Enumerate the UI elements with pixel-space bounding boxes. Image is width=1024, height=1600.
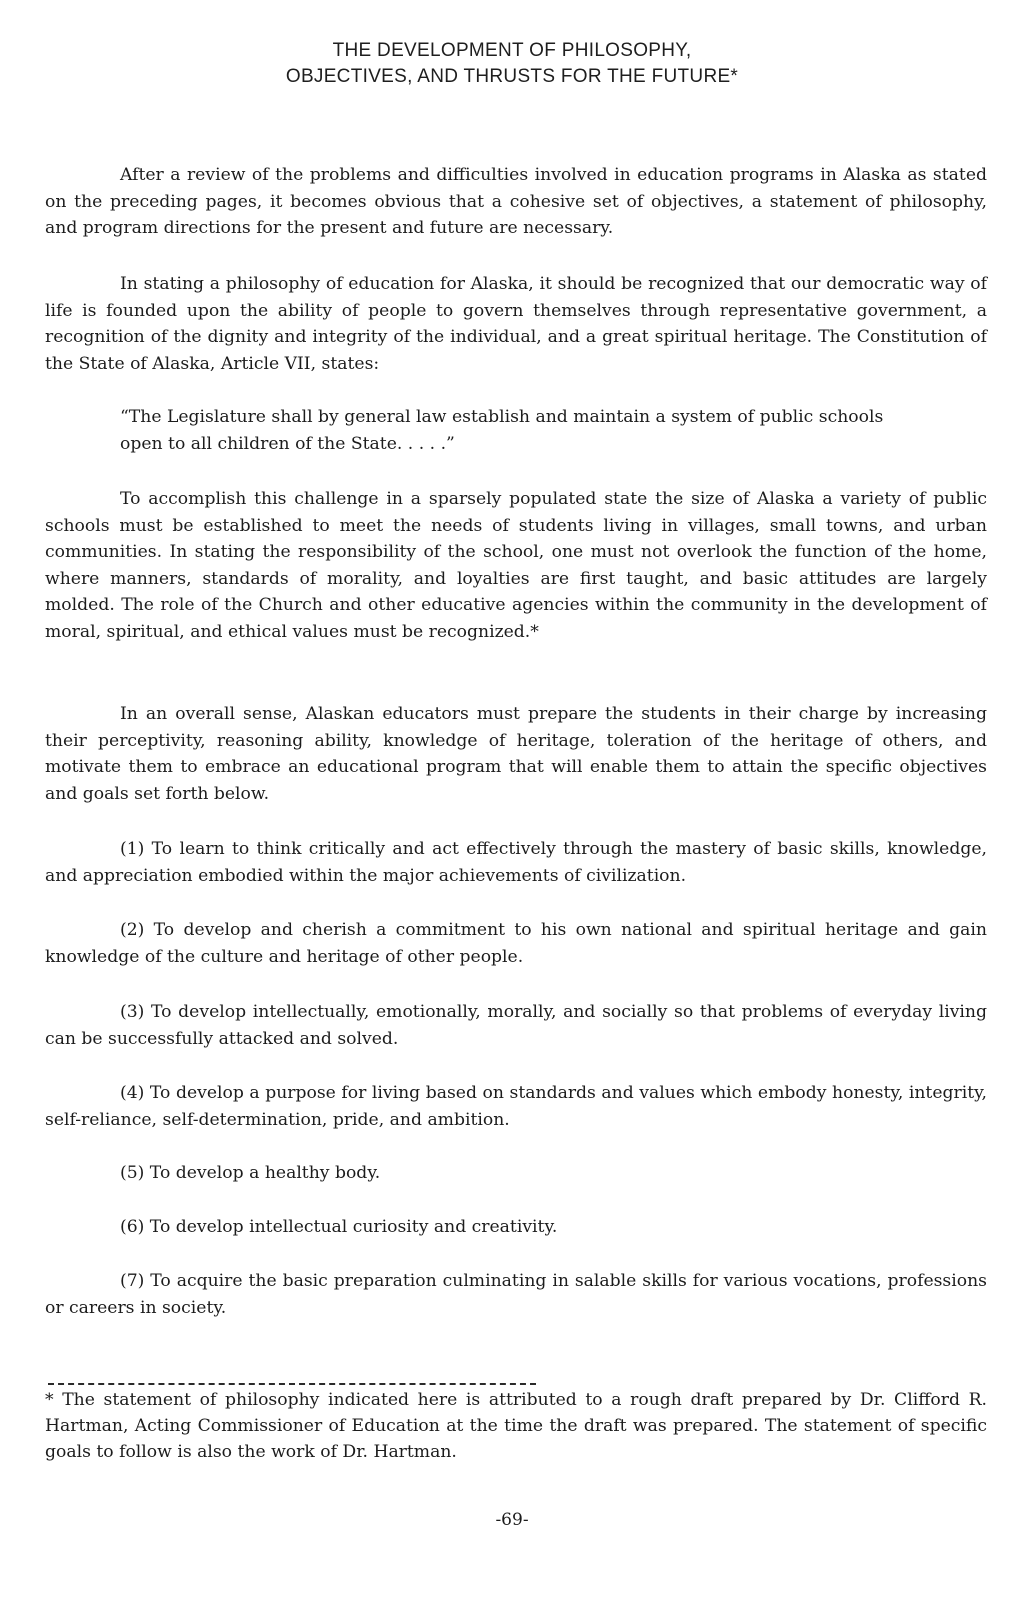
objective-4: (4) To develop a purpose for living based on standards and values which embody honesty, integrity, self-reliance, self-determination, pride, and ambition. — [45, 1083, 987, 1130]
paragraph-philosophy: In stating a philosophy of education for Alaska, it should be recognized that our democratic way of life is founded upon the ability of people to govern themselves through representative government, a recognition of the dignity and integrity of the individual, and a great spiritual heritage. The Constitution of the State of Alaska, Article VII, states: — [45, 274, 987, 374]
paragraph-challenge: To accomplish this challenge in a sparsely populated state the size of Alaska a variety of public schools must be established to meet the needs of students living in villages, small towns, and urban communities. In stating the responsibility of the school, one must not overlook the function of the home, where manners, standards of morality, and loyalties are first taught, and basic attitudes are largely molded. The role of the Church and other educative agencies within the community in the development of moral, spiritual, and ethical values must be recognized.* — [45, 489, 987, 642]
paragraph-intro: After a review of the problems and difficulties involved in education programs in Alaska as stated on the preceding pages, it becomes obvious that a cohesive set of objectives, a statement of philosophy, and program directions for the present and future are necessary. — [45, 165, 987, 238]
objective-7: (7) To acquire the basic preparation culminating in salable skills for various vocations, professions or careers in society. — [45, 1271, 987, 1318]
constitution-quote: “The Legislature shall by general law establish and maintain a system of public schools open to all children of the State. . . . .” — [120, 407, 884, 454]
footnote: * The statement of philosophy indicated here is attributed to a rough draft prepared by Dr. Clifford R. Hartman, Acting Commissioner of Education at the time the draft was prepared. The statement of specific goals to follow is also the work of Dr. Hartman. — [45, 1390, 987, 1462]
footnote-divider — [48, 1383, 536, 1385]
paragraph-educators: In an overall sense, Alaskan educators must prepare the students in their charge by increasing their perceptivity, reasoning ability, knowledge of heritage, toleration of the heritage of others, and motivate them to embrace an educational program that will enable them to attain the specific objectives and goals set forth below. — [45, 704, 987, 804]
objective-2: (2) To develop and cherish a commitment to his own national and spiritual heritage and gain knowledge of the culture and heritage of other people. — [45, 920, 987, 967]
objective-1: (1) To learn to think critically and act effectively through the mastery of basic skills, knowledge, and appreciation embodied within the major achievements of civilization. — [45, 839, 987, 886]
objective-3: (3) To develop intellectually, emotionally, morally, and socially so that problems of everyday living can be successfully attacked and solved. — [45, 1002, 987, 1049]
page-number: -69- — [495, 1510, 529, 1530]
objective-5: (5) To develop a healthy body. — [120, 1163, 381, 1183]
title-line-1: THE DEVELOPMENT OF PHILOSOPHY, — [332, 40, 692, 61]
title-line-2: OBJECTIVES, AND THRUSTS FOR THE FUTURE* — [285, 66, 739, 87]
objective-6: (6) To develop intellectual curiosity and creativity. — [120, 1217, 558, 1237]
